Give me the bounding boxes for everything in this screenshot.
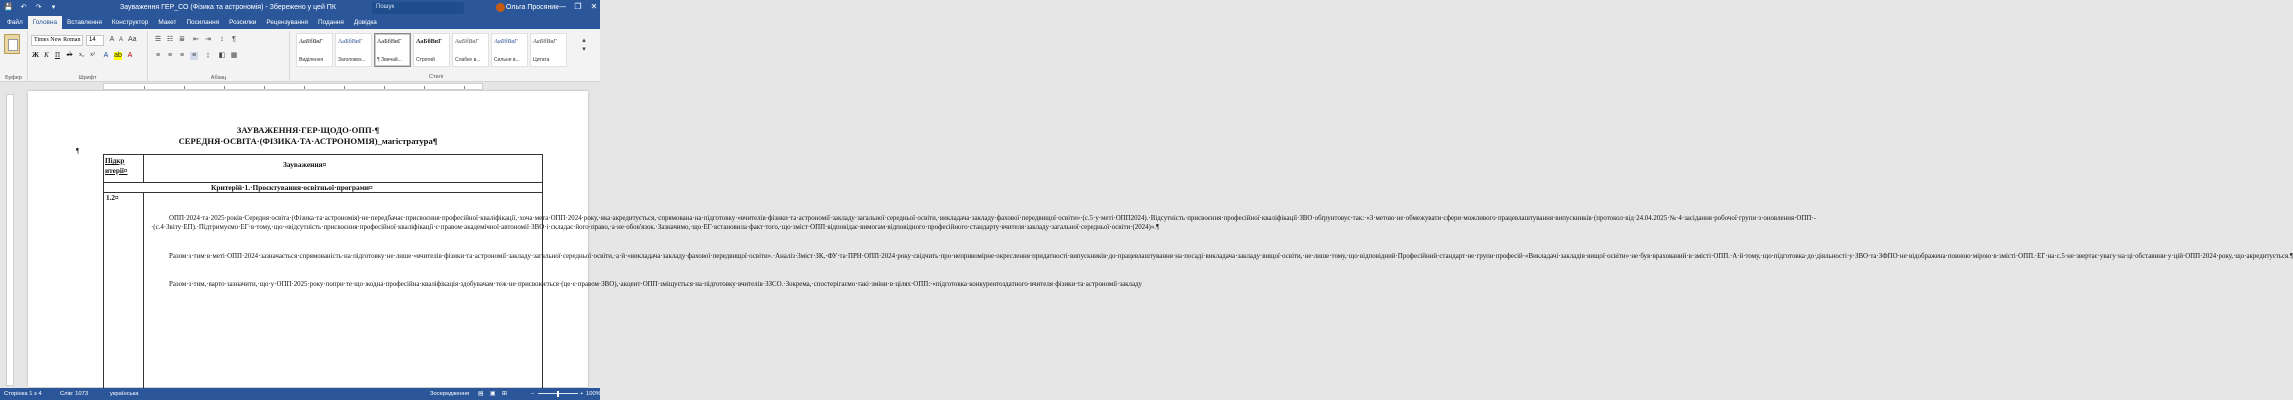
paragraph: Разом·з·тим,·варто·зазначити,·що·у·ОПП·2025·року·попри·те·що·жодна·професійна·кваліфікація·здобувачам·теж·не·присвоюється·(це·є·правом·ЗВО),·акцент·ОПП·зміщується·на·підготовку·вчителів·ЗЗСО.·Зокрема,·спостерігаємо·такі·зміни·в·цілях·ОПП:·«підготовка·конкурентоздатного·вчителя·фізики·та·астрономії·закладу (169, 281, 1142, 289)
show-formatting-icon[interactable]: ¶ (232, 36, 236, 43)
font-label: Шрифт (78, 75, 97, 81)
decrease-indent-icon[interactable]: ⇤ (193, 36, 199, 43)
text-effects-icon[interactable]: A (103, 52, 109, 59)
style-sample: АаБбВвГ (494, 38, 518, 45)
paragraph: ОПП·2024·та·2025·років·Середня·освіта·(Фізика·та·астрономія)·не·передбачає·присвоєння·професійної·кваліфікації,·хоча·мета·ОПП·2024·року,·яка·акредитується,·спрямована·на·підготовку·«вчителів·фізики·та·астрономії·закладу·загальної·середньої·освіти,·викладача·закладу·фахової·передвищої·освіти»·(с.5·у·меті·ОПП2024).·Відсутність·присвоєння·професійної·кваліфікації·ЗВО·обґрунтовує·так:·«З·метою·не·обмежувати·сфери·можливого·працевлаштування·випускників·(протокол·від·24.04.2025·№·4·засідання·робочої·групи·з·оновлення·ОПП·-·(с.4·Звіту·ЕП).·Підтримуємо·ЕГ·в·тому,·що·«відсутність·присвоєння·професійної·кваліфікації·є·правом·академічної·автономії·ЗВО·і·складає·його·право,·а·не·обов'язок.·Зазначимо,·що·ЕГ·встановила·факт·того,·що·зміст·ОПП·відповідає·вимогам·відповідного·професійного·стандарту·вчителя·закладу·загальної·середньої·освіти·(2024)».¶ (151, 214, 1816, 232)
redo-icon[interactable]: ↷ (35, 4, 42, 11)
customize-qat-icon[interactable]: ▾ (51, 4, 56, 11)
align-left-icon[interactable]: ≡ (155, 52, 161, 59)
sort-icon[interactable]: ↕ (220, 36, 224, 43)
shrink-font-icon[interactable]: A (118, 37, 123, 43)
ruler-tick (144, 86, 145, 89)
zoom-level[interactable]: 100% (586, 391, 601, 397)
style-name: Строгий (416, 57, 435, 63)
paragraph: Разом·з·тим·в·меті·ОПП·2024·зазначається·спрямованість·на·підготовку·не·лише·«вчителів·фізики·та·астрономії·закладу·загальної·середньої·освіти,·а·й·«викладача·закладу·фахової·передвищої·освіти».·Аналіз·Зміст·ЗК,·ФУ·та·ПРН·ОПП·2024·року·свідчить·про·непривомірне·окреслення·придатності·випускників·до·працевлаштування·на·посаді·викладача·закладу·вищої·освіти,·не·лише·тому,·що·відповідний·Професійний·стандарт·не·групи·професій·«Викладачі·закладів·вищої·освіти»·не·був·врахований·в·змісті·ОПП.·А·й·тому,·що·підготовка·до·діяльності·у·ЗВО·та·ЗФПО·не·відображена·повною·мірою·в·змісті·ОПП.·ЕГ·на·с.5·не·звертає·увагу·на·ці·обставини·у·цій·ОПП·2024·року,·що·акредитується.¶ (169, 252, 2293, 260)
tab-layout[interactable]: Макет (158, 19, 177, 26)
style-sample: АаБбВвГ (299, 38, 323, 45)
table-header-remarks: Зауваження¤ (283, 160, 327, 169)
zoom-out-icon[interactable]: − (531, 391, 535, 397)
font-color-icon[interactable]: A (127, 52, 133, 59)
paragraph-mark: ¶ (76, 147, 80, 155)
style-sample: АаБбВвГ (533, 38, 557, 45)
title-bar (0, 0, 600, 16)
tab-insert[interactable]: Вставлення (67, 19, 102, 26)
change-case-icon[interactable]: Aa (128, 36, 137, 43)
ruler-tick (464, 86, 465, 89)
style-strong[interactable] (413, 33, 450, 67)
style-subtle[interactable] (452, 33, 489, 67)
style-emphasis[interactable] (296, 33, 333, 67)
borders-icon[interactable]: ▦ (230, 52, 238, 59)
print-layout-icon[interactable]: ▣ (490, 391, 496, 397)
style-sample: АаБбВвГ (455, 38, 479, 45)
table-divider (143, 154, 144, 183)
document-page[interactable] (28, 91, 2293, 387)
word-count[interactable]: Слів: 1073 (60, 391, 89, 397)
ruler-tick (224, 86, 225, 89)
zoom-in-icon[interactable]: + (580, 391, 584, 397)
tab-design[interactable]: Конструктор (111, 19, 149, 26)
ribbon (0, 29, 600, 82)
read-mode-icon[interactable]: ▤ (478, 391, 484, 397)
user-name[interactable]: Ольга Просяник (506, 4, 559, 11)
style-name: Виділення (299, 57, 324, 63)
table-divider (143, 192, 144, 392)
status-bar (0, 388, 600, 400)
tab-home[interactable]: Головна (28, 16, 62, 29)
document-title-line2: СЕРЕДНЯ·ОСВІТА·(ФІЗИКА·ТА·АСТРОНОМІЯ)_магістратура¶ (178, 136, 438, 146)
align-center-icon[interactable]: ≡ (167, 52, 173, 59)
align-right-icon[interactable]: ≡ (179, 52, 185, 59)
multilevel-list-icon[interactable]: ≣ (179, 36, 185, 43)
zoom-slider-thumb[interactable] (557, 391, 559, 397)
tab-help[interactable]: Довідка (353, 19, 377, 26)
ruler-tick (384, 86, 385, 89)
style-sample: АаБбВвГ (416, 38, 443, 45)
page-count[interactable]: Сторінка 1 з 4 (4, 391, 42, 397)
styles-gallery (296, 33, 576, 67)
tab-file[interactable]: Файл (7, 19, 23, 26)
vertical-ruler[interactable] (6, 94, 14, 386)
strikethrough-button[interactable]: ab (66, 52, 73, 58)
quick-access-toolbar (4, 3, 58, 12)
document-title-line1: ЗАУВАЖЕННЯ·ГЕР·ЩОДО·ОПП·¶ (236, 125, 380, 135)
ruler-tick (184, 86, 185, 89)
undo-icon[interactable]: ↶ (20, 4, 27, 11)
highlight-icon[interactable]: ab (114, 52, 122, 59)
style-intense[interactable] (491, 33, 528, 67)
font-name-select[interactable]: Times New Roman (31, 35, 83, 46)
style-name: Сильне в... (494, 57, 520, 63)
horizontal-ruler[interactable] (0, 82, 600, 91)
line-spacing-icon[interactable]: ↨ (206, 52, 210, 59)
ruler-track (103, 83, 483, 90)
font-size-select[interactable]: 14 (86, 35, 104, 46)
style-sample: АаБбВвГ (338, 38, 363, 45)
ruler-tick (424, 86, 425, 89)
ruler-tick (344, 86, 345, 89)
minimize-icon[interactable]: — (558, 2, 566, 11)
tab-mailings[interactable]: Розсилки (229, 19, 257, 26)
bold-button[interactable]: Ж (32, 51, 39, 59)
shading-icon[interactable]: ◧ (218, 52, 226, 59)
style-heading[interactable] (335, 33, 372, 67)
close-icon[interactable]: ✕ (590, 2, 598, 11)
avatar[interactable] (496, 3, 505, 12)
search-input[interactable]: Пошук (372, 2, 464, 14)
underline-button[interactable]: П (54, 51, 61, 59)
criterion-title: Критерій·1.·Проєктування·освітньої·програми¤ (211, 183, 373, 192)
subscript-button[interactable]: x₂ (78, 52, 85, 58)
bullets-icon[interactable]: ☰ (154, 36, 162, 43)
window-controls (558, 2, 598, 11)
justify-icon[interactable]: ≡ (191, 52, 197, 59)
row-number: 1.2¤ (106, 194, 119, 202)
language-indicator[interactable]: українська (110, 391, 139, 397)
styles-label: Стилі (429, 74, 443, 80)
styles-scroll-up-icon[interactable]: ▴ (582, 37, 586, 44)
focus-mode-button[interactable]: Зосередження (430, 391, 470, 397)
numbering-icon[interactable]: ☷ (166, 36, 174, 43)
paragraph-label: Абзац (210, 75, 227, 81)
style-normal[interactable] (374, 33, 411, 67)
increase-indent-icon[interactable]: ⇥ (205, 36, 211, 43)
style-sample: АаБбВвГ (377, 38, 402, 45)
style-name: ¶ Звичай... (377, 57, 402, 63)
tab-references[interactable]: Посилання (186, 19, 220, 26)
save-icon[interactable]: 💾 (4, 4, 13, 11)
style-quote[interactable] (530, 33, 567, 67)
italic-button[interactable]: К (44, 51, 49, 59)
style-name: Заголовок... (338, 57, 366, 63)
tab-view[interactable]: Подання (318, 19, 344, 26)
tab-review[interactable]: Рецензування (266, 19, 309, 26)
clipboard-group (0, 31, 28, 82)
ruler-tick (264, 86, 265, 89)
ribbon-tabs (0, 16, 600, 29)
table-header-num: Підкр итерії¤ (105, 157, 128, 175)
window-title: Зауваження ГЕР_СО (Фізика та астрономія) - Збережено у цей ПК (120, 4, 336, 11)
paste-button[interactable] (4, 34, 20, 54)
style-name: Цитата (533, 57, 550, 63)
restore-icon[interactable]: ❐ (574, 2, 582, 11)
web-layout-icon[interactable]: ⊞ (502, 391, 507, 397)
ruler-tick (304, 86, 305, 89)
clipboard-label: Буфер (5, 75, 22, 81)
styles-scroll-down-icon[interactable]: ▾ (582, 46, 586, 53)
superscript-button[interactable]: x² (90, 52, 95, 58)
remarks-text[interactable] (151, 195, 2293, 308)
style-name: Слабке в... (455, 57, 481, 63)
grow-font-icon[interactable]: A (109, 36, 115, 43)
